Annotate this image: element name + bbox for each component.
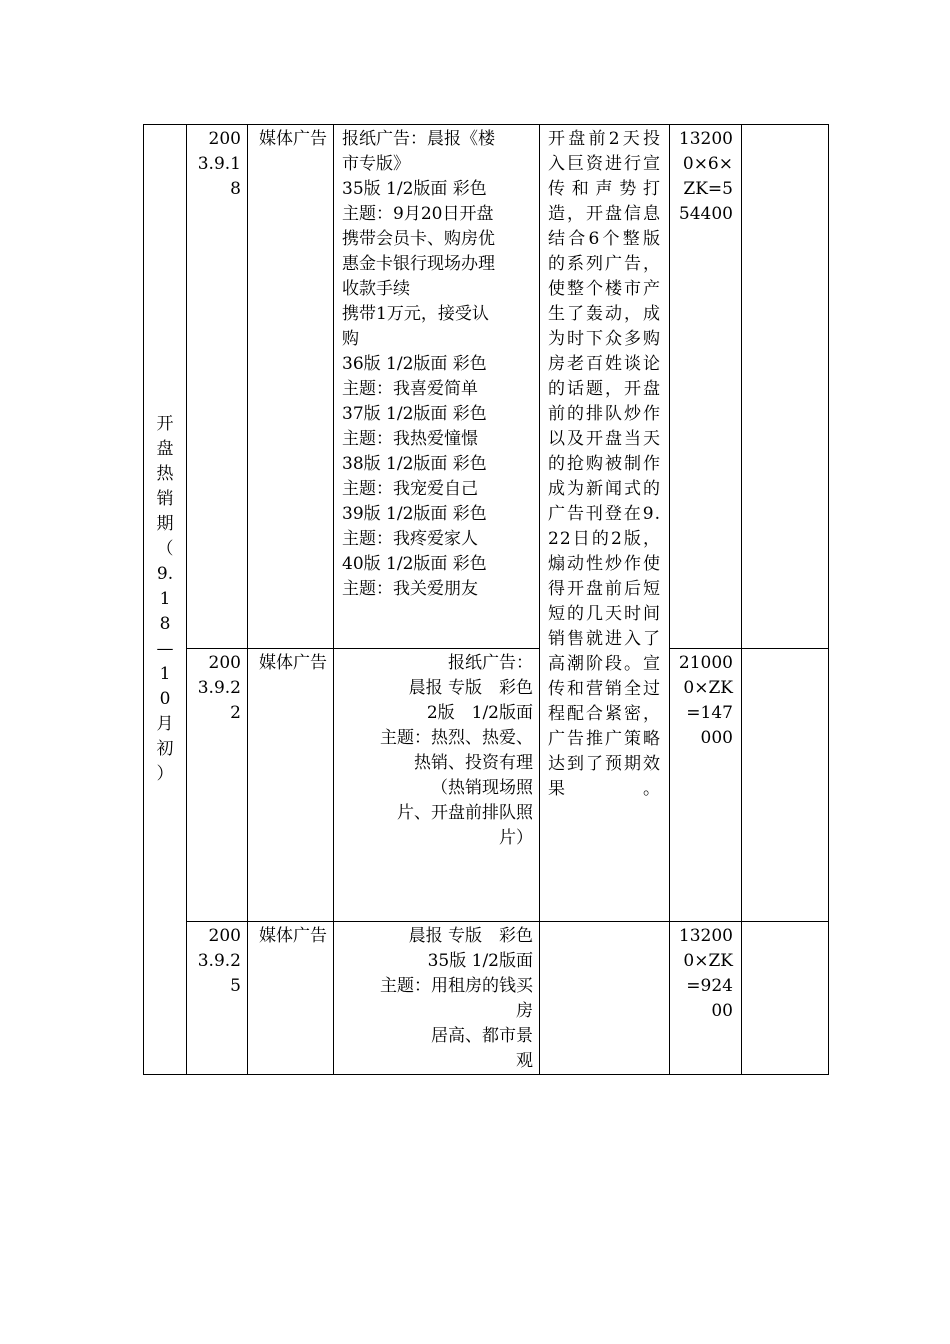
content-line: 携带会员卡、购房优 [342, 229, 495, 249]
date-cell: 2003.9.22 [187, 649, 248, 922]
content-line: 携带1万元，接受认 [342, 304, 489, 324]
content-line: 居高、都市景 [431, 1026, 533, 1046]
content-line: 主题：9月20日开盘 [342, 204, 494, 224]
table-row [144, 649, 829, 922]
remark-cell [742, 125, 829, 649]
content-line: 35版 1/2版面 彩色 [342, 179, 487, 199]
content-line: 收款手续 [342, 279, 410, 299]
content-cell [334, 649, 540, 922]
phase-cell [144, 125, 187, 1075]
content-line: 热销、投资有理 [414, 753, 533, 773]
cost-cell: 132000×ZK=92400 [670, 922, 742, 1075]
effect-cell [540, 125, 670, 922]
medium-cell: 媒体广告 [248, 649, 334, 922]
date-cell: 2003.9.25 [187, 922, 248, 1075]
content-line: 37版 1/2版面 彩色 [342, 404, 487, 424]
medium-cell: 媒体广告 [248, 922, 334, 1075]
content-line: 惠金卡银行现场办理 [342, 254, 495, 274]
content-line: 主题：我宠爱自己 [342, 479, 478, 499]
content-line: 片） [499, 828, 533, 848]
medium-cell: 媒体广告 [248, 125, 334, 649]
remark-cell [742, 649, 829, 922]
media-plan-table [143, 124, 829, 1075]
content-line: 36版 1/2版面 彩色 [342, 354, 487, 374]
remark-cell [742, 922, 829, 1075]
effect-text: 开盘前2天投入巨资进行宣传和声势打造，开盘信息结合6个整版的系列广告，使整个楼市产生了轰动，成为时下众多购房老百姓谈论的话题，开盘前的排队炒作以及开盘当天的抢购被制作成为新闻式的广告刊登在9.22日的2版，煽动性炒作使得开盘前后短短的几天时间销售就进入了高潮阶段。宣传和营销全过程配合紧密，广告推广策略达到了预期效 [548, 129, 661, 774]
cost-cell: 210000×ZK=147000 [670, 649, 742, 922]
content-line: 38版 1/2版面 彩色 [342, 454, 487, 474]
content-line: 观 [516, 1051, 533, 1071]
cost-cell: 132000×6×ZK=554400 [670, 125, 742, 649]
content-line: 晨报 专版 彩色 [408, 926, 533, 946]
content-line: 主题：热烈、热爱、 [380, 728, 533, 748]
content-line: 片、开盘前排队照 [397, 803, 533, 823]
effect-cell-empty [540, 922, 670, 1075]
content-line: 主题：我喜爱简单 [342, 379, 478, 399]
content-line: 报纸广告：晨报《楼 [342, 129, 495, 149]
content-line: （热销现场照 [431, 778, 533, 798]
content-line: 主题：我关爱朋友 [342, 579, 478, 599]
content-line: 35版 1/2版面 [427, 951, 533, 971]
content-line: 报纸广告： [448, 653, 533, 673]
content-line: 晨报 专版 彩色 [408, 678, 533, 698]
content-cell [334, 922, 540, 1075]
content-cell [334, 125, 540, 649]
content-line: 市专版》 [342, 154, 410, 174]
content-line: 购 [342, 329, 359, 349]
table-row [144, 922, 829, 1075]
content-line: 房 [516, 1001, 533, 1021]
content-line: 39版 1/2版面 彩色 [342, 504, 487, 524]
content-line: 主题：我疼爱家人 [342, 529, 478, 549]
content-line: 2版 1/2版面 [426, 703, 533, 723]
content-line: 40版 1/2版面 彩色 [342, 554, 487, 574]
content-line: 主题：用租房的钱买 [380, 976, 533, 996]
effect-text-end: 果。 [548, 779, 661, 799]
phase-label: 开盘热销期（9.18—10月初） [156, 414, 174, 784]
content-line: 主题：我热爱憧憬 [342, 429, 478, 449]
table-row [144, 125, 829, 649]
date-cell: 2003.9.18 [187, 125, 248, 649]
